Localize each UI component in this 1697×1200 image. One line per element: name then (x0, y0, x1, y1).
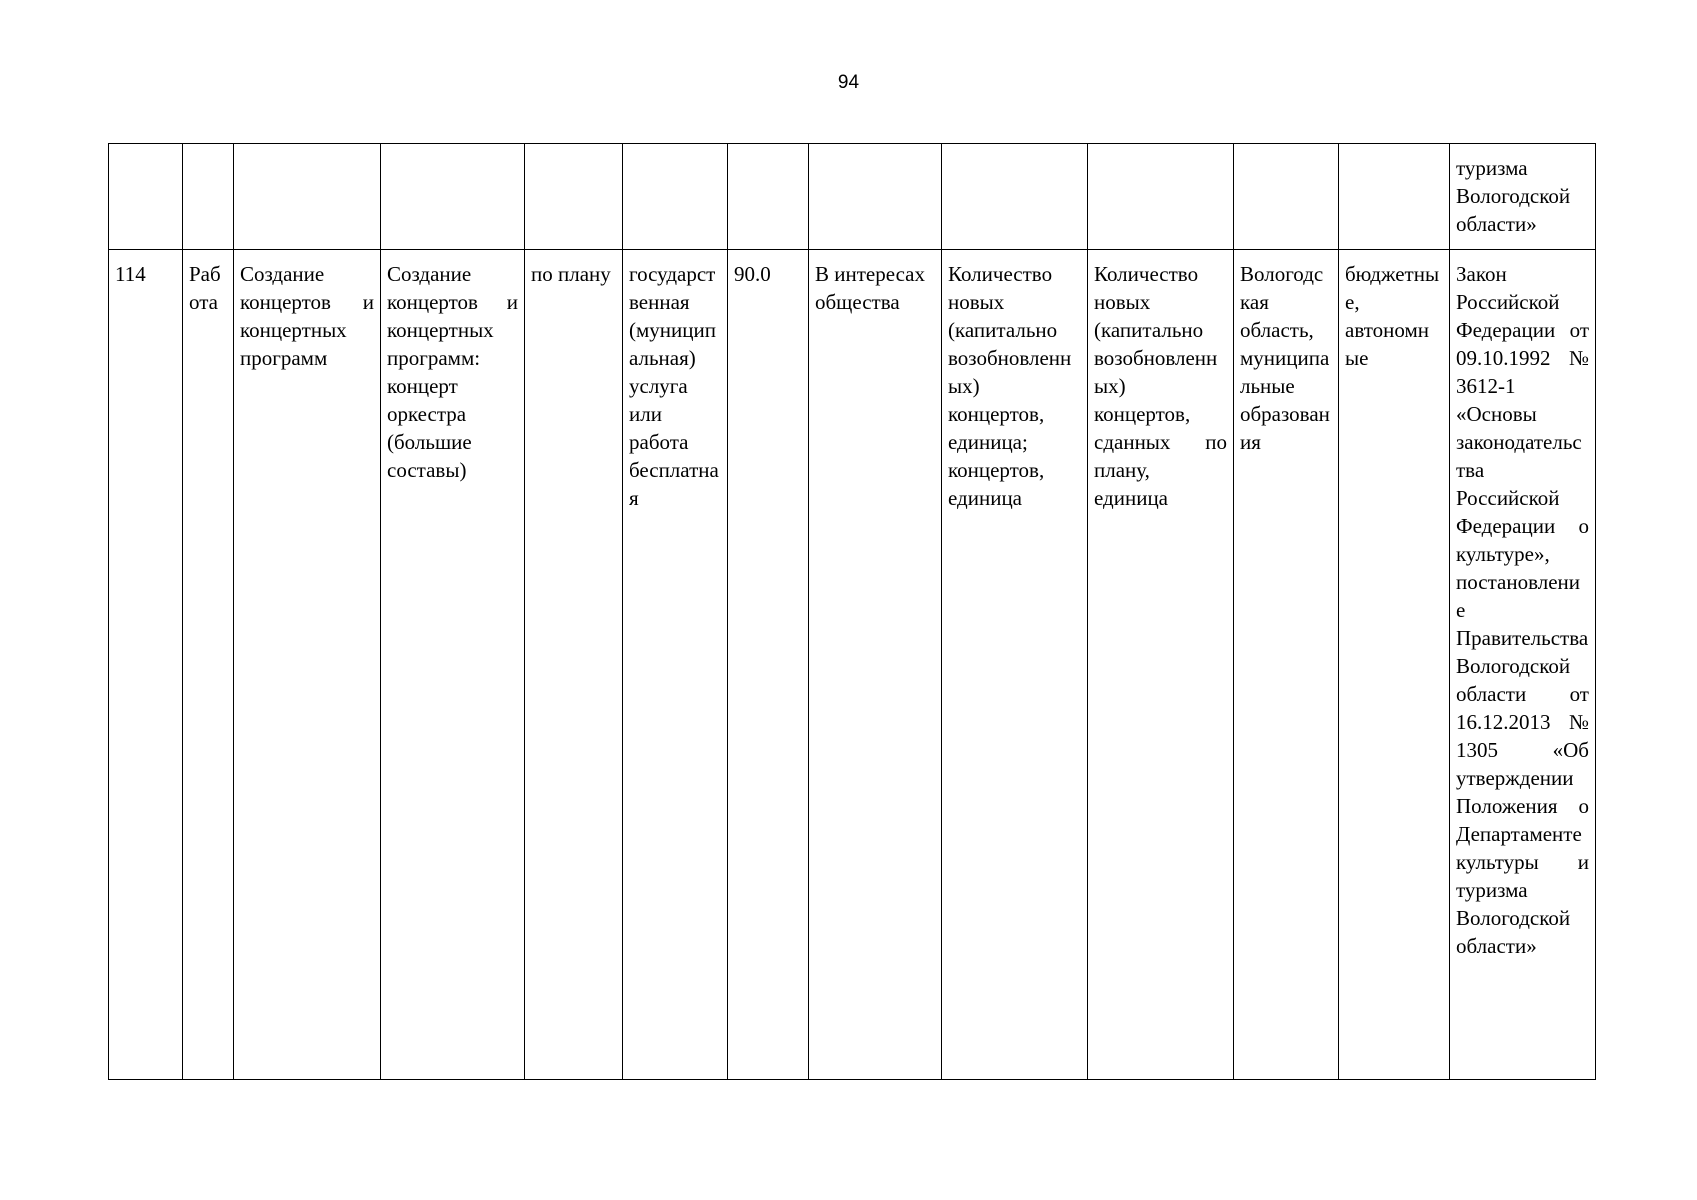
cell-type: Работа (183, 250, 234, 1080)
cell-quality-indicators (1088, 144, 1234, 250)
cell-quality-indicators: Количество новых (капитально возобновленных) концертов, сданных по плану, единица (1088, 250, 1234, 1080)
cell-institutions: бюджетные, автономные (1339, 250, 1450, 1080)
services-registry-table (108, 143, 1596, 1080)
cell-conditions (525, 144, 623, 250)
cell-region: Вологодская область, муниципальные образования (1234, 250, 1339, 1080)
continuation-row (109, 144, 1596, 250)
cell-volume-indicators: Количество новых (капитально возобновленных) концертов, единица; концертов, единица (942, 250, 1088, 1080)
cell-name (234, 144, 381, 250)
cell-code (728, 144, 809, 250)
cell-code: 90.0 (728, 250, 809, 1080)
page-number: 94 (837, 72, 860, 93)
cell-service-type (623, 144, 728, 250)
cell-number (109, 144, 183, 250)
cell-consumers: В интересах общества (809, 250, 942, 1080)
cell-type (183, 144, 234, 250)
cell-conditions: по плану (525, 250, 623, 1080)
cell-service-type: государственная (муниципальная) услуга или работа бесплатная (623, 250, 728, 1080)
cell-number: 114 (109, 250, 183, 1080)
cell-institutions (1339, 144, 1450, 250)
cell-region (1234, 144, 1339, 250)
cell-legal-basis: туризма Вологодской области» (1450, 144, 1596, 250)
cell-content: Создание концертов и концертных программ: концерт оркестра (большие составы) (381, 250, 525, 1080)
cell-name: Создание концертов и концертных программ (234, 250, 381, 1080)
cell-content (381, 144, 525, 250)
cell-volume-indicators (942, 144, 1088, 250)
table-row (109, 250, 1596, 1080)
cell-legal-basis: Закон Российской Федерации от 09.10.1992 № 3612-1 «Основы законодательства Российской Федерации о культуре», постановление Правительства Вологодской области от 16.12.2013 № 1305 «Об утверждении Положения о Департаменте культуры и туризма Вологодской области» (1450, 250, 1596, 1080)
cell-consumers (809, 144, 942, 250)
